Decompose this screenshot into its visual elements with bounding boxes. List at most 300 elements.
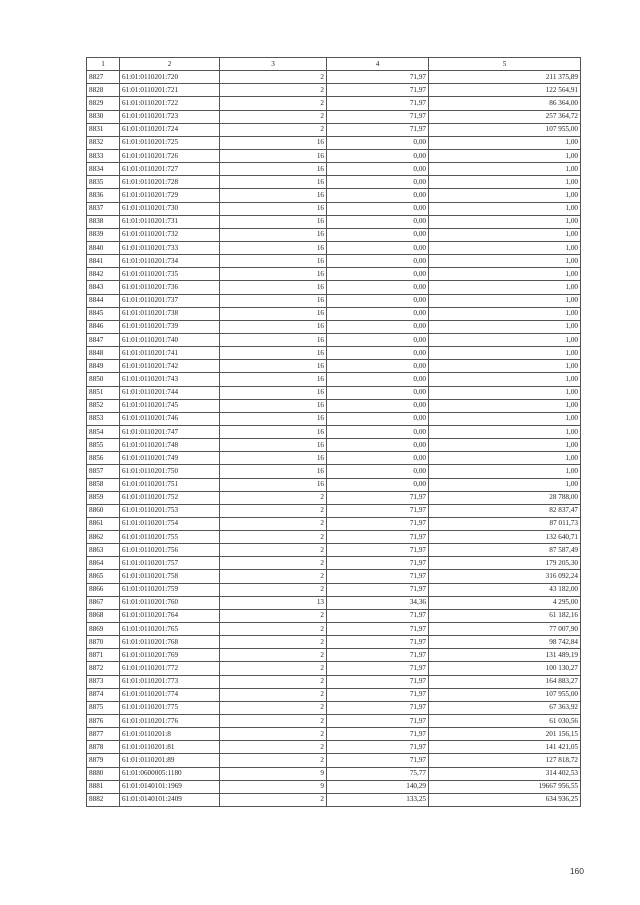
code-cell: 2	[220, 504, 327, 517]
row-number-cell: 8866	[87, 583, 120, 596]
value-cell: 0,00	[327, 281, 429, 294]
amount-cell: 87 587,49	[429, 544, 581, 557]
amount-cell: 1,00	[429, 320, 581, 333]
cadastral-number-cell: 61:01:0110201:760	[120, 596, 220, 609]
value-cell: 0,00	[327, 163, 429, 176]
value-cell: 0,00	[327, 452, 429, 465]
row-number-cell: 8833	[87, 149, 120, 162]
code-cell: 2	[220, 71, 327, 84]
row-number-cell: 8861	[87, 517, 120, 530]
table-row	[87, 491, 581, 504]
code-cell: 16	[220, 478, 327, 491]
row-number-cell: 8859	[87, 491, 120, 504]
cadastral-number-cell: 61:01:0110201:775	[120, 701, 220, 714]
amount-cell: 4 295,00	[429, 596, 581, 609]
header-cell: 1	[87, 58, 120, 71]
cadastral-number-cell: 61:01:0110201:746	[120, 412, 220, 425]
table-row	[87, 728, 581, 741]
cadastral-number-cell: 61:01:0110201:723	[120, 110, 220, 123]
cadastral-number-cell: 61:01:0110201:742	[120, 360, 220, 373]
row-number-cell: 8860	[87, 504, 120, 517]
row-number-cell: 8875	[87, 701, 120, 714]
amount-cell: 122 564,91	[429, 84, 581, 97]
amount-cell: 1,00	[429, 228, 581, 241]
cadastral-number-cell: 61:01:0110201:8	[120, 728, 220, 741]
row-number-cell: 8878	[87, 741, 120, 754]
value-cell: 0,00	[327, 255, 429, 268]
amount-cell: 107 955,00	[429, 688, 581, 701]
row-number-cell: 8844	[87, 294, 120, 307]
row-number-cell: 8873	[87, 675, 120, 688]
value-cell: 0,00	[327, 320, 429, 333]
value-cell: 71,97	[327, 662, 429, 675]
cadastral-number-cell: 61:01:0110201:774	[120, 688, 220, 701]
row-number-cell: 8870	[87, 636, 120, 649]
code-cell: 16	[220, 360, 327, 373]
row-number-cell: 8856	[87, 452, 120, 465]
amount-cell: 131 489,19	[429, 649, 581, 662]
table-row	[87, 373, 581, 386]
amount-cell: 1,00	[429, 465, 581, 478]
amount-cell: 141 421,05	[429, 741, 581, 754]
table-row	[87, 281, 581, 294]
cadastral-number-cell: 61:01:0110201:722	[120, 97, 220, 110]
value-cell: 71,97	[327, 636, 429, 649]
row-number-cell: 8838	[87, 215, 120, 228]
cadastral-number-cell: 61:01:0110201:726	[120, 149, 220, 162]
table-row	[87, 609, 581, 622]
table-row	[87, 84, 581, 97]
table-row	[87, 636, 581, 649]
code-cell: 2	[220, 557, 327, 570]
code-cell: 13	[220, 596, 327, 609]
row-number-cell: 8877	[87, 728, 120, 741]
row-number-cell: 8871	[87, 649, 120, 662]
code-cell: 16	[220, 439, 327, 452]
table-row	[87, 715, 581, 728]
table-row	[87, 189, 581, 202]
value-cell: 0,00	[327, 241, 429, 254]
row-number-cell: 8863	[87, 544, 120, 557]
table-row	[87, 347, 581, 360]
table-body	[87, 71, 581, 807]
row-number-cell: 8836	[87, 189, 120, 202]
code-cell: 16	[220, 281, 327, 294]
amount-cell: 1,00	[429, 412, 581, 425]
row-number-cell: 8881	[87, 780, 120, 793]
amount-cell: 1,00	[429, 241, 581, 254]
amount-cell: 1,00	[429, 149, 581, 162]
amount-cell: 257 364,72	[429, 110, 581, 123]
table-row	[87, 570, 581, 583]
cadastral-number-cell: 61:01:0110201:81	[120, 741, 220, 754]
value-cell: 71,97	[327, 728, 429, 741]
table-row	[87, 517, 581, 530]
table-row	[87, 583, 581, 596]
code-cell: 16	[220, 202, 327, 215]
row-number-cell: 8879	[87, 754, 120, 767]
value-cell: 0,00	[327, 412, 429, 425]
code-cell: 16	[220, 452, 327, 465]
table-row	[87, 320, 581, 333]
code-cell: 16	[220, 333, 327, 346]
row-number-cell: 8880	[87, 767, 120, 780]
code-cell: 2	[220, 701, 327, 714]
amount-cell: 164 883,27	[429, 675, 581, 688]
code-cell: 16	[220, 386, 327, 399]
value-cell: 71,97	[327, 504, 429, 517]
table-row	[87, 544, 581, 557]
value-cell: 0,00	[327, 465, 429, 478]
cadastral-number-cell: 61:01:0600005:1180	[120, 767, 220, 780]
code-cell: 16	[220, 163, 327, 176]
amount-cell: 132 640,71	[429, 531, 581, 544]
row-number-cell: 8857	[87, 465, 120, 478]
code-cell: 2	[220, 662, 327, 675]
row-number-cell: 8841	[87, 255, 120, 268]
table-row	[87, 149, 581, 162]
row-number-cell: 8853	[87, 412, 120, 425]
table-row	[87, 478, 581, 491]
code-cell: 16	[220, 425, 327, 438]
code-cell: 2	[220, 728, 327, 741]
table-row	[87, 241, 581, 254]
cadastral-number-cell: 61:01:0110201:749	[120, 452, 220, 465]
value-cell: 0,00	[327, 215, 429, 228]
value-cell: 71,97	[327, 583, 429, 596]
value-cell: 71,97	[327, 84, 429, 97]
row-number-cell: 8828	[87, 84, 120, 97]
table-row	[87, 662, 581, 675]
cadastral-number-cell: 61:01:0110201:772	[120, 662, 220, 675]
amount-cell: 1,00	[429, 452, 581, 465]
amount-cell: 1,00	[429, 439, 581, 452]
cadastral-number-cell: 61:01:0110201:739	[120, 320, 220, 333]
row-number-cell: 8854	[87, 425, 120, 438]
code-cell: 16	[220, 320, 327, 333]
code-cell: 2	[220, 123, 327, 136]
value-cell: 0,00	[327, 202, 429, 215]
value-cell: 0,00	[327, 373, 429, 386]
amount-cell: 1,00	[429, 425, 581, 438]
table-row	[87, 268, 581, 281]
amount-cell: 127 818,72	[429, 754, 581, 767]
row-number-cell: 8852	[87, 399, 120, 412]
cadastral-number-cell: 61:01:0110201:733	[120, 241, 220, 254]
amount-cell: 1,00	[429, 294, 581, 307]
amount-cell: 1,00	[429, 202, 581, 215]
amount-cell: 19667 956,55	[429, 780, 581, 793]
header-cell: 3	[220, 58, 327, 71]
header-cell: 4	[327, 58, 429, 71]
amount-cell: 1,00	[429, 478, 581, 491]
amount-cell: 87 011,73	[429, 517, 581, 530]
amount-cell: 179 205,30	[429, 557, 581, 570]
table-row	[87, 688, 581, 701]
table-row	[87, 557, 581, 570]
value-cell: 71,97	[327, 123, 429, 136]
header-row	[87, 58, 581, 71]
table-row	[87, 754, 581, 767]
code-cell: 16	[220, 465, 327, 478]
code-cell: 9	[220, 780, 327, 793]
amount-cell: 61 030,56	[429, 715, 581, 728]
table-row	[87, 465, 581, 478]
amount-cell: 28 788,00	[429, 491, 581, 504]
code-cell: 2	[220, 715, 327, 728]
row-number-cell: 8862	[87, 531, 120, 544]
cadastral-number-cell: 61:01:0110201:741	[120, 347, 220, 360]
value-cell: 0,00	[327, 478, 429, 491]
table-row	[87, 202, 581, 215]
value-cell: 71,97	[327, 570, 429, 583]
row-number-cell: 8867	[87, 596, 120, 609]
code-cell: 16	[220, 189, 327, 202]
amount-cell: 1,00	[429, 399, 581, 412]
code-cell: 2	[220, 675, 327, 688]
row-number-cell: 8865	[87, 570, 120, 583]
value-cell: 71,97	[327, 675, 429, 688]
row-number-cell: 8869	[87, 623, 120, 636]
table-row	[87, 452, 581, 465]
code-cell: 16	[220, 215, 327, 228]
value-cell: 71,97	[327, 741, 429, 754]
table-row	[87, 110, 581, 123]
amount-cell: 82 837,47	[429, 504, 581, 517]
cadastral-number-cell: 61:01:0110201:744	[120, 386, 220, 399]
table-row	[87, 228, 581, 241]
code-cell: 16	[220, 307, 327, 320]
row-number-cell: 8855	[87, 439, 120, 452]
row-number-cell: 8858	[87, 478, 120, 491]
code-cell: 16	[220, 176, 327, 189]
row-number-cell: 8868	[87, 609, 120, 622]
cadastral-number-cell: 61:01:0110201:769	[120, 649, 220, 662]
value-cell: 71,97	[327, 97, 429, 110]
value-cell: 0,00	[327, 399, 429, 412]
cadastral-number-cell: 61:01:0110201:773	[120, 675, 220, 688]
table-row	[87, 780, 581, 793]
amount-cell: 1,00	[429, 189, 581, 202]
row-number-cell: 8850	[87, 373, 120, 386]
table-row	[87, 163, 581, 176]
table-row	[87, 255, 581, 268]
table-row	[87, 307, 581, 320]
header-cell: 5	[429, 58, 581, 71]
amount-cell: 1,00	[429, 215, 581, 228]
cadastral-number-cell: 61:01:0110201:735	[120, 268, 220, 281]
value-cell: 71,97	[327, 491, 429, 504]
value-cell: 0,00	[327, 176, 429, 189]
cadastral-number-cell: 61:01:0110201:750	[120, 465, 220, 478]
table-row	[87, 333, 581, 346]
value-cell: 0,00	[327, 189, 429, 202]
cadastral-number-cell: 61:01:0110201:753	[120, 504, 220, 517]
table-row	[87, 215, 581, 228]
amount-cell: 1,00	[429, 136, 581, 149]
row-number-cell: 8829	[87, 97, 120, 110]
value-cell: 0,00	[327, 333, 429, 346]
table-row	[87, 793, 581, 806]
value-cell: 71,97	[327, 649, 429, 662]
cadastral-number-cell: 61:01:0110201:89	[120, 754, 220, 767]
value-cell: 71,97	[327, 623, 429, 636]
cadastral-number-cell: 61:01:0110201:727	[120, 163, 220, 176]
code-cell: 16	[220, 268, 327, 281]
amount-cell: 316 092,24	[429, 570, 581, 583]
value-cell: 0,00	[327, 228, 429, 241]
value-cell: 0,00	[327, 294, 429, 307]
value-cell: 71,97	[327, 110, 429, 123]
row-number-cell: 8882	[87, 793, 120, 806]
cadastral-number-cell: 61:01:0110201:740	[120, 333, 220, 346]
cadastral-number-cell: 61:01:0110201:721	[120, 84, 220, 97]
code-cell: 2	[220, 754, 327, 767]
amount-cell: 314 402,53	[429, 767, 581, 780]
amount-cell: 211 375,89	[429, 71, 581, 84]
cadastral-number-cell: 61:01:0110201:736	[120, 281, 220, 294]
code-cell: 2	[220, 609, 327, 622]
value-cell: 0,00	[327, 307, 429, 320]
row-number-cell: 8874	[87, 688, 120, 701]
value-cell: 0,00	[327, 360, 429, 373]
value-cell: 71,97	[327, 609, 429, 622]
cadastral-number-cell: 61:01:0110201:725	[120, 136, 220, 149]
cadastral-number-cell: 61:01:0110201:752	[120, 491, 220, 504]
row-number-cell: 8831	[87, 123, 120, 136]
table-row	[87, 425, 581, 438]
cadastral-number-cell: 61:01:0110201:765	[120, 623, 220, 636]
value-cell: 71,97	[327, 715, 429, 728]
code-cell: 2	[220, 570, 327, 583]
code-cell: 2	[220, 649, 327, 662]
table-row	[87, 412, 581, 425]
amount-cell: 1,00	[429, 307, 581, 320]
amount-cell: 77 007,90	[429, 623, 581, 636]
row-number-cell: 8832	[87, 136, 120, 149]
cadastral-number-cell: 61:01:0110201:776	[120, 715, 220, 728]
value-cell: 71,97	[327, 531, 429, 544]
value-cell: 0,00	[327, 425, 429, 438]
cadastral-number-cell: 61:01:0140101:1969	[120, 780, 220, 793]
amount-cell: 1,00	[429, 176, 581, 189]
header-cell: 2	[120, 58, 220, 71]
cadastral-number-cell: 61:01:0110201:758	[120, 570, 220, 583]
registry-table	[86, 57, 581, 807]
table-row	[87, 360, 581, 373]
cadastral-number-cell: 61:01:0110201:768	[120, 636, 220, 649]
value-cell: 0,00	[327, 149, 429, 162]
value-cell: 71,97	[327, 688, 429, 701]
value-cell: 133,25	[327, 793, 429, 806]
page-number: 160	[569, 866, 584, 876]
value-cell: 0,00	[327, 347, 429, 360]
table-row	[87, 504, 581, 517]
table-row	[87, 399, 581, 412]
cadastral-number-cell: 61:01:0110201:737	[120, 294, 220, 307]
row-number-cell: 8876	[87, 715, 120, 728]
code-cell: 2	[220, 531, 327, 544]
row-number-cell: 8864	[87, 557, 120, 570]
table-row	[87, 136, 581, 149]
code-cell: 2	[220, 544, 327, 557]
code-cell: 2	[220, 84, 327, 97]
table-row	[87, 701, 581, 714]
code-cell: 2	[220, 688, 327, 701]
row-number-cell: 8837	[87, 202, 120, 215]
value-cell: 0,00	[327, 268, 429, 281]
table-row	[87, 675, 581, 688]
row-number-cell: 8842	[87, 268, 120, 281]
code-cell: 9	[220, 767, 327, 780]
amount-cell: 43 182,00	[429, 583, 581, 596]
row-number-cell: 8872	[87, 662, 120, 675]
row-number-cell: 8848	[87, 347, 120, 360]
amount-cell: 86 364,00	[429, 97, 581, 110]
amount-cell: 61 182,16	[429, 609, 581, 622]
cadastral-number-cell: 61:01:0110201:759	[120, 583, 220, 596]
row-number-cell: 8835	[87, 176, 120, 189]
table-row	[87, 71, 581, 84]
value-cell: 71,97	[327, 71, 429, 84]
amount-cell: 634 936,25	[429, 793, 581, 806]
value-cell: 0,00	[327, 136, 429, 149]
cadastral-number-cell: 61:01:0110201:751	[120, 478, 220, 491]
value-cell: 71,97	[327, 754, 429, 767]
amount-cell: 1,00	[429, 360, 581, 373]
cadastral-number-cell: 61:01:0110201:724	[120, 123, 220, 136]
code-cell: 2	[220, 97, 327, 110]
table-row	[87, 767, 581, 780]
code-cell: 2	[220, 741, 327, 754]
amount-cell: 1,00	[429, 255, 581, 268]
amount-cell: 1,00	[429, 386, 581, 399]
row-number-cell: 8843	[87, 281, 120, 294]
value-cell: 71,97	[327, 701, 429, 714]
cadastral-number-cell: 61:01:0110201:757	[120, 557, 220, 570]
amount-cell: 1,00	[429, 333, 581, 346]
row-number-cell: 8834	[87, 163, 120, 176]
value-cell: 0,00	[327, 386, 429, 399]
value-cell: 75,77	[327, 767, 429, 780]
cadastral-number-cell: 61:01:0110201:720	[120, 71, 220, 84]
cadastral-number-cell: 61:01:0110201:730	[120, 202, 220, 215]
cadastral-number-cell: 61:01:0110201:755	[120, 531, 220, 544]
value-cell: 71,97	[327, 557, 429, 570]
value-cell: 34,36	[327, 596, 429, 609]
row-number-cell: 8827	[87, 71, 120, 84]
cadastral-number-cell: 61:01:0110201:728	[120, 176, 220, 189]
table-row	[87, 386, 581, 399]
amount-cell: 100 130,27	[429, 662, 581, 675]
amount-cell: 1,00	[429, 373, 581, 386]
amount-cell: 201 156,15	[429, 728, 581, 741]
code-cell: 2	[220, 583, 327, 596]
row-number-cell: 8840	[87, 241, 120, 254]
cadastral-number-cell: 61:01:0110201:731	[120, 215, 220, 228]
value-cell: 0,00	[327, 439, 429, 452]
code-cell: 16	[220, 255, 327, 268]
amount-cell: 1,00	[429, 268, 581, 281]
cadastral-number-cell: 61:01:0110201:738	[120, 307, 220, 320]
row-number-cell: 8845	[87, 307, 120, 320]
amount-cell: 1,00	[429, 281, 581, 294]
table-row	[87, 596, 581, 609]
cadastral-number-cell: 61:01:0110201:732	[120, 228, 220, 241]
code-cell: 16	[220, 399, 327, 412]
cadastral-number-cell: 61:01:0110201:743	[120, 373, 220, 386]
code-cell: 2	[220, 491, 327, 504]
